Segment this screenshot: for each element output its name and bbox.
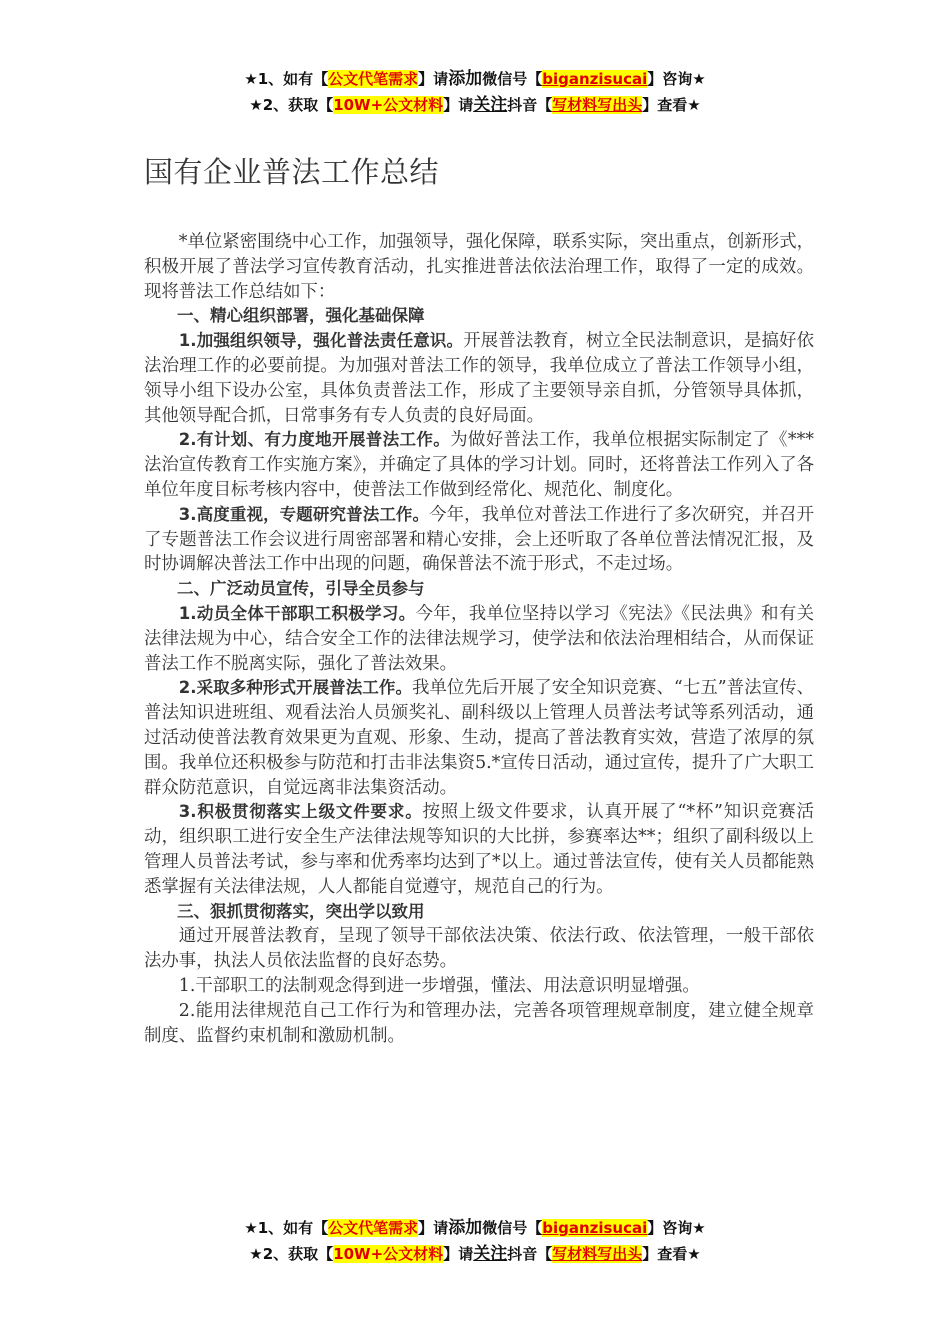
paragraph: 2.能用法律规范自己工作行为和管理办法，完善各项管理规章制度，建立健全规章制度、监督约束机制和激励机制。: [144, 1000, 814, 1046]
banner-highlight: 公文代笔需求: [328, 70, 419, 88]
section-heading-3: 三、狠抓贯彻落实，突出学以致用: [177, 901, 425, 921]
banner-text: 】请: [418, 70, 449, 88]
paragraph-lead: 1.加强组织领导，强化普法责任意识。: [178, 331, 464, 351]
paragraph: [144, 329, 814, 428]
paragraph: [144, 503, 814, 577]
paragraph-text: 今年，我单位对普法工作进行了多次研究，并召开了专题普法工作会议进行周密部署和精心安排，会上还听取了各单位普法情况汇报，及时协调解决普法工作中出现的问题，确保普法不流于形式，不走过场。: [144, 504, 814, 575]
document-title: 国有企业普法工作总结: [144, 155, 440, 189]
douyin-account-link[interactable]: 写材料写出头: [552, 1245, 643, 1263]
banner-highlight: 10W+公文材料: [333, 1245, 444, 1263]
banner-text: 】请: [418, 1219, 449, 1237]
document-body: [144, 230, 814, 1048]
paragraph-lead: 3.高度重视，专题研究普法工作。: [178, 504, 430, 524]
paragraph-lead: 2.采取多种形式开展普法工作。: [178, 678, 413, 698]
intro-paragraph: *单位紧密围绕中心工作，加强领导，强化保障，联系实际，突出重点，创新形式，积极开展了普法学习宣传教育活动，扎实推进普法依法治理工作，取得了一定的成效。现将普法工作总结如下：: [144, 232, 814, 302]
wechat-id-link[interactable]: biganzisucai: [542, 70, 648, 88]
paragraph: 1.干部职工的法制观念得到进一步增强，懂法、用法意识明显增强。: [178, 975, 700, 996]
banner-line-1: [0, 66, 950, 92]
paragraph: [144, 602, 814, 676]
paragraph: [144, 676, 814, 800]
banner-text: 微信号【: [482, 1219, 543, 1237]
banner-highlight: 10W+公文材料: [333, 96, 444, 114]
banner-line-2: [0, 1241, 950, 1267]
banner-text: 抖音【: [507, 96, 553, 114]
wechat-id-link[interactable]: biganzisucai: [542, 1219, 648, 1237]
banner-text: 】咨询★: [647, 70, 706, 88]
banner-emphasis: 关注: [473, 95, 508, 115]
banner-text: ★2、获取【: [249, 96, 334, 114]
banner-text: 】请: [443, 1245, 474, 1263]
paragraph-text: 今年，我单位坚持以学习《宪法》《民法典》和有关法律法规为中心，结合安全工作的法律法规学习，使学法和依法治理相结合，从而保证普法工作不脱离实际，强化了普法效果。: [144, 603, 815, 674]
paragraph: [144, 428, 814, 502]
paragraph-text: 为做好普法工作，我单位根据实际制定了《***法治宣传教育工作实施方案》，并确定了具体的学习计划。同时，还将普法工作列入了各单位年度目标考核内容中，使普法工作做到经常化、规范化、制度化。: [144, 430, 815, 500]
banner-highlight: 公文代笔需求: [328, 1219, 419, 1237]
banner-text: 抖音【: [507, 1245, 553, 1263]
banner-text: ★1、如有【: [244, 70, 329, 88]
banner-text: ★2、获取【: [249, 1245, 334, 1263]
banner-line-2: [0, 92, 950, 118]
banner-text: 微信号【: [482, 70, 543, 88]
banner-text: 】请: [443, 96, 474, 114]
banner-text: ★1、如有【: [244, 1219, 329, 1237]
paragraph-text: 我单位先后开展了安全知识竞赛、“七五”普法宣传、普法知识进班组、观看法治人员颁奖礼、副科级以上管理人员普法考试等系列活动，通过活动使普法教育效果更为直观、形象、生动，提高了普法教育实效，营造了浓厚的氛围。我单位还积极参与防范和打击非法集资5.*宣传日活动，通过宣传，提升了广大职工群众防范意识，自觉远离非法集资活动。: [144, 678, 814, 798]
banner-emphasis: 添加: [448, 1218, 483, 1238]
banner-text: 】咨询★: [647, 1219, 706, 1237]
paragraph-text: 开展普法教育，树立全民法制意识，是搞好依法治理工作的必要前提。为加强对普法工作的领导，我单位成立了普法工作领导小组，领导小组下设办公室，具体负责普法工作，形成了主要领导亲自抓，分管领导具体抓，其他领导配合抓，日常事务有专人负责的良好局面。: [144, 331, 814, 426]
section-heading-2: 二、广泛动员宣传，引导全员参与: [177, 579, 425, 599]
footer-banner: [0, 1215, 950, 1267]
banner-text: 】查看★: [642, 96, 701, 114]
banner-text: 】查看★: [642, 1245, 701, 1263]
paragraph-lead: 1.动员全体干部职工积极学习。: [178, 603, 416, 623]
banner-line-1: [0, 1215, 950, 1241]
paragraph-lead: 3.积极贯彻落实上级文件要求。: [178, 802, 423, 822]
paragraph: [144, 800, 814, 899]
paragraph-text: 按照上级文件要求，认真开展了“*杯”知识竞赛活动，组织职工进行安全生产法律法规等知识的大比拼，参赛率达**；组织了副科级以上管理人员普法考试，参与率和优秀率均达到了*以上。通过普法宣传，使有关人员都能熟悉掌握有关法律法规，人人都能自觉遵守，规范自己的行为。: [144, 802, 815, 897]
banner-emphasis: 关注: [473, 1244, 508, 1264]
section-heading-1: 一、精心组织部署，强化基础保障: [177, 306, 425, 326]
paragraph: 通过开展普法教育，呈现了领导干部依法决策、依法行政、依法管理，一般干部依法办事，执法人员依法监督的良好态势。: [144, 926, 814, 972]
header-banner: [0, 66, 950, 118]
paragraph-lead: 2.有计划、有力度地开展普法工作。: [178, 430, 451, 450]
douyin-account-link[interactable]: 写材料写出头: [552, 96, 643, 114]
banner-emphasis: 添加: [448, 69, 483, 89]
